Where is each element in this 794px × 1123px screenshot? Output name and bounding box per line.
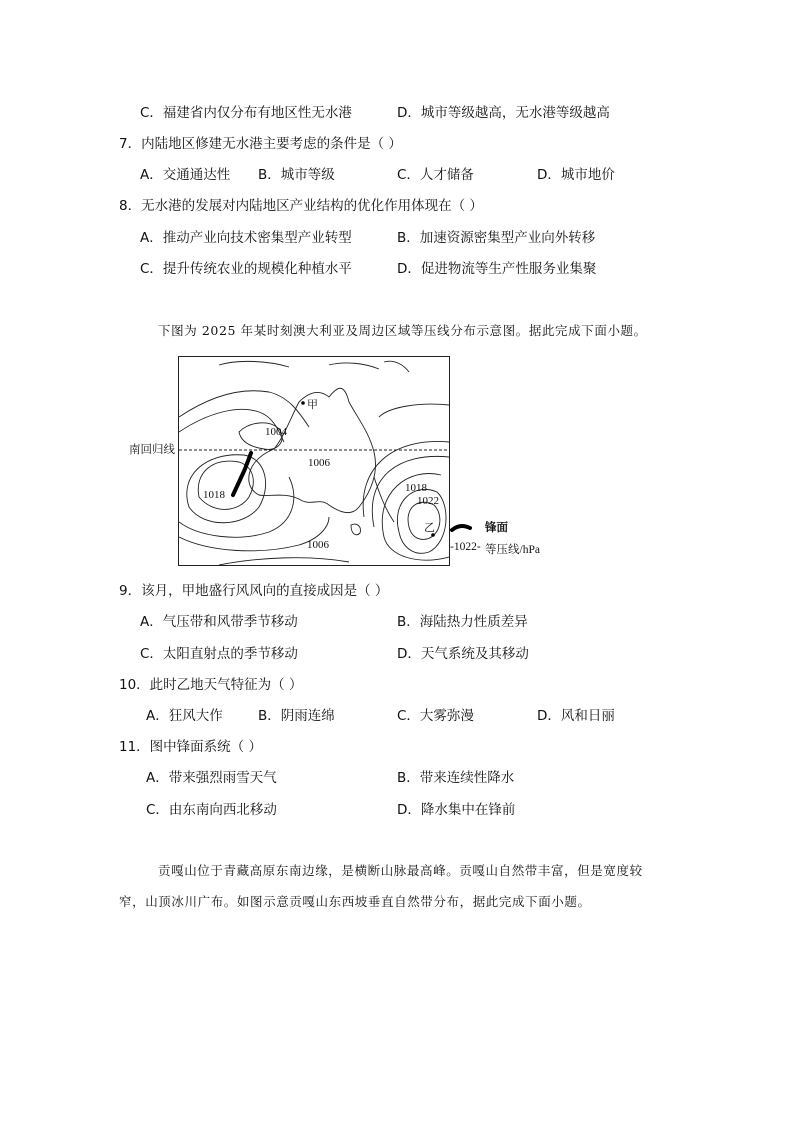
isobar-line: [379, 404, 449, 417]
q8-option-c: C．提升传统农业的规模化种植水平: [140, 261, 352, 277]
isobar-line: [374, 477, 394, 522]
q7-option-d: D．城市地价: [537, 167, 615, 183]
q8-option-b: B．加速资源密集型产业向外转移: [397, 230, 596, 246]
q11-option-b: B．带来连续性降水: [397, 770, 515, 786]
q10-option-b: B．阴雨连绵: [258, 708, 335, 724]
front-legend-symbol: [450, 522, 472, 534]
q10-option-d: D．风和日丽: [537, 708, 615, 724]
place-jia: 甲: [307, 399, 318, 411]
isobar-label: 1018: [203, 489, 225, 501]
northern-islands: [219, 361, 409, 372]
q7-option-c: C．人才储备: [397, 167, 474, 183]
q10-option-c: C．大雾弥漫: [397, 708, 474, 724]
q10-stem: 10．此时乙地天气特征为（ ）: [119, 677, 303, 693]
q6-option-d: D．城市等级越高，无水港等级越高: [397, 105, 610, 121]
jia-point: [301, 401, 305, 405]
isobar-map: [178, 356, 450, 566]
q7-option-a: A．交通通达性: [140, 167, 231, 183]
tropic-label: 南回归线: [129, 444, 175, 456]
isobar-label: 1022: [417, 495, 439, 507]
q9-option-c: C．太阳直射点的季节移动: [140, 646, 298, 662]
isobar-label: 1006: [308, 457, 330, 469]
gongga-intro-line1: 贡嘎山位于青藏高原东南边缘，是横断山脉最高峰。贡嘎山自然带丰富，但是宽度较: [158, 863, 643, 878]
q9-option-b: B．海陆热力性质差异: [397, 614, 528, 630]
isobar-label: 1006: [307, 539, 329, 551]
isobar-label: 1004: [265, 426, 287, 438]
isobar-legend-label: 等压线/hPa: [485, 544, 540, 556]
q9-option-d: D．天气系统及其移动: [397, 646, 529, 662]
isobar-line: [219, 558, 349, 565]
gongga-intro-line2: 窄，山顶冰川广布。如图示意贡嘎山东西坡垂直自然带分布，据此完成下面小题。: [119, 894, 591, 909]
q11-stem: 11．图中锋面系统（ ）: [119, 739, 262, 755]
q6-option-c: C．福建省内仅分布有地区性无水港: [140, 105, 352, 121]
q9-stem: 9．该月，甲地盛行风风向的直接成因是（ ）: [119, 583, 389, 599]
q11-option-a: A．带来强烈雨雪天气: [146, 770, 277, 786]
q8-option-a: A．推动产业向技术密集型产业转型: [140, 230, 352, 246]
isobar-label: 1018: [405, 482, 427, 494]
map-intro: 下图为 2025 年某时刻澳大利亚及周边区域等压线分布示意图。据此完成下面小题。: [158, 323, 647, 338]
place-yi: 乙: [424, 522, 435, 534]
q10-option-a: A．狂风大作: [146, 708, 223, 724]
q9-option-a: A．气压带和风带季节移动: [140, 614, 298, 630]
q7-stem: 7．内陆地区修建无水港主要考虑的条件是（ ）: [119, 136, 402, 152]
q8-stem: 8．无水港的发展对内陆地区产业结构的优化作用体现在（ ）: [119, 198, 483, 214]
q11-option-c: C．由东南向西北移动: [146, 802, 277, 818]
q8-option-d: D．促进物流等生产性服务业集聚: [397, 261, 597, 277]
front-line: [233, 453, 251, 495]
isobar-line: [187, 455, 266, 523]
tasmania: [351, 524, 360, 535]
q7-option-b: B．城市等级: [258, 167, 335, 183]
isobar-legend-value: -1022-: [450, 541, 481, 553]
front-legend-label: 锋面: [485, 522, 508, 534]
q11-option-d: D．降水集中在锋前: [397, 802, 516, 818]
